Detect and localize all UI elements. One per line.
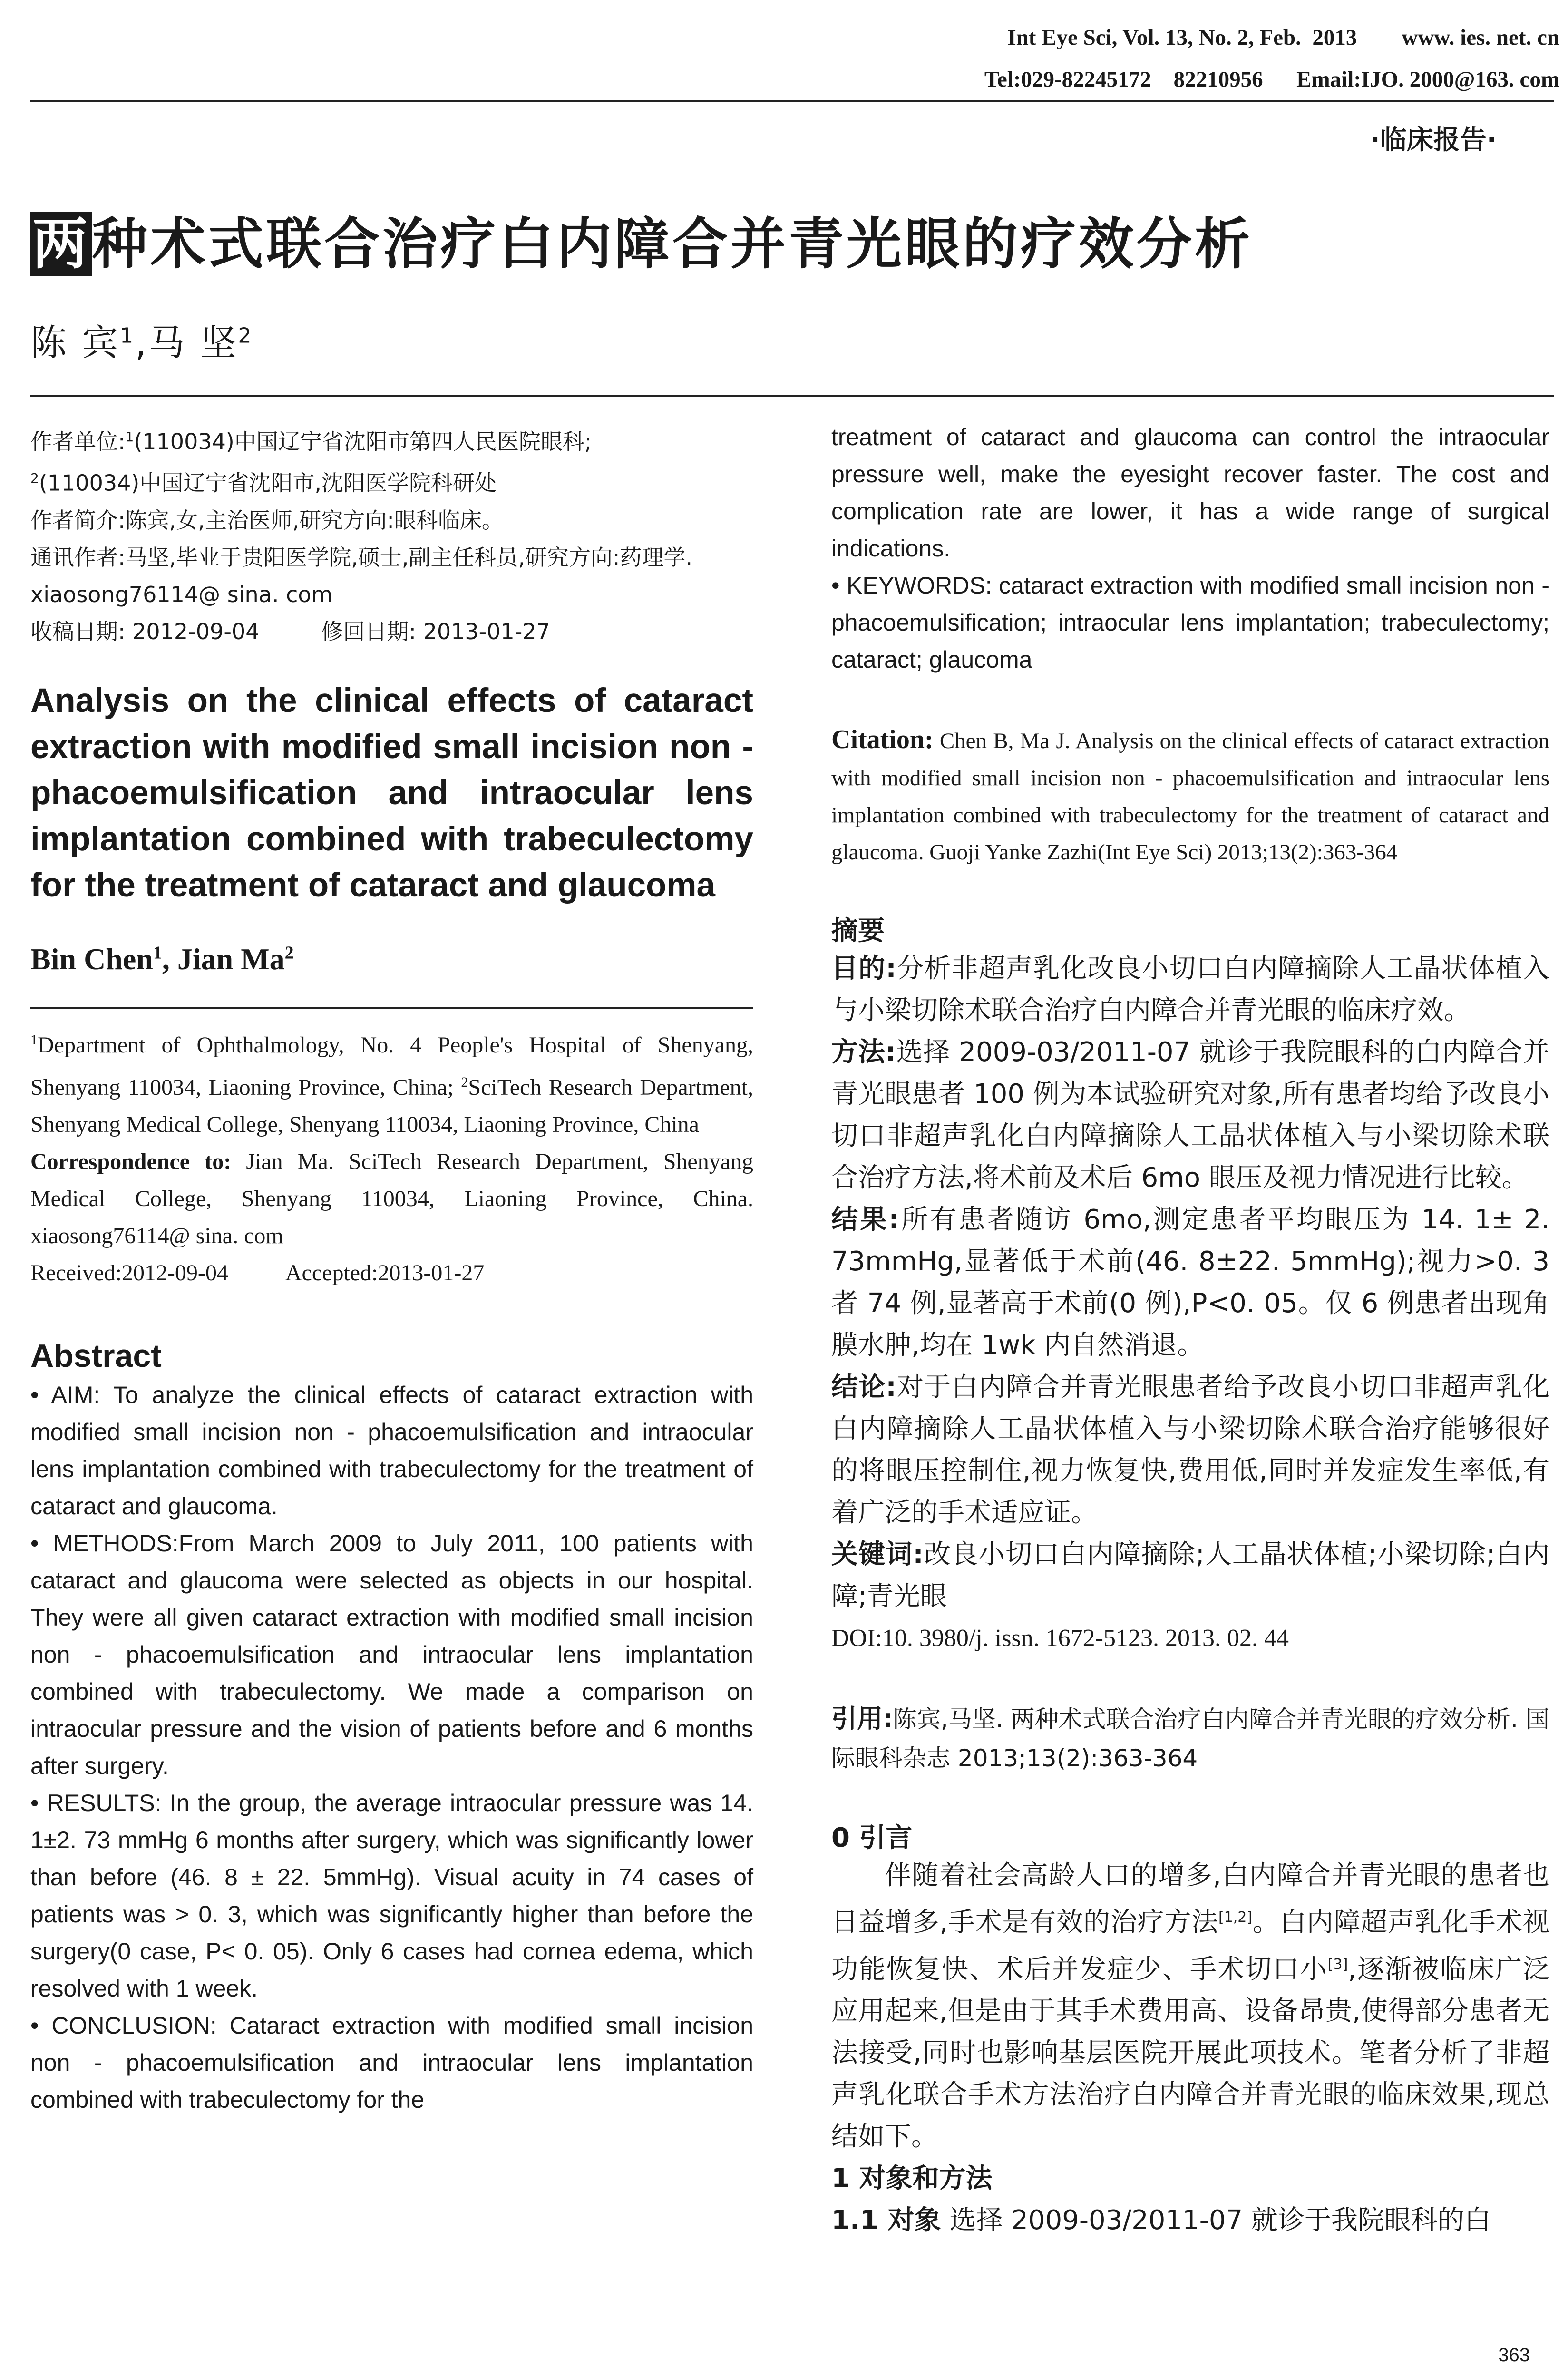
unit-sup-2: 2	[30, 470, 39, 487]
abstract-keywords: • KEYWORDS: cataract extraction with modified small incision non - phacoemulsification; intraocular lens implantation; trabeculectomy; cataract; glaucoma	[831, 572, 1549, 673]
cn-abstract-body	[831, 948, 1549, 1617]
abstract-body	[30, 1376, 753, 2118]
cn-citation-text: 陈宾,马坚. 两种术式联合治疗白内障合并青光眼的疗效分析. 国际眼科杂志 2013;13(2):363-364	[831, 1705, 1549, 1772]
author-2: 马 坚	[148, 321, 238, 364]
citation-text: Chen B, Ma J. Analysis on the clinical effects of cataract extraction with modified small incision non - phacoemulsification and intraocular lens implantation combined with trabeculectomy for the treatment of cataract and glaucoma. Guoji Yanke Zazhi(Int Eye Sci) 2013;13(2):363-364	[831, 729, 1549, 865]
cn-results-label: 结果:	[831, 1204, 899, 1235]
en-author-1-sup: 1	[153, 943, 162, 963]
methods-heading-text: 1 对象和方法	[831, 2163, 993, 2194]
affiliation-block	[30, 1022, 753, 1292]
page-number: 363	[1498, 2345, 1530, 2366]
affil-sup-2: 2	[461, 1074, 468, 1090]
abstract-conclusion-cont: treatment of cataract and glaucoma can control the intraocular pressure well, make the eyesight recover faster. The cost and complication rate are lower, it has a wide range of surgical indications.	[831, 424, 1549, 562]
revised-date: 修回日期: 2013-01-27	[321, 618, 550, 644]
cn-aim	[831, 948, 1549, 1032]
title-rest: 种术式联合治疗白内障合并青光眼的疗效分析	[92, 212, 1253, 276]
unit-sup-1: 1	[125, 429, 134, 445]
en-author-2: Jian Ma	[177, 942, 285, 976]
corr-text: Jian Ma. SciTech Research Department, Shenyang Medical College, Shenyang 110034, Liaoning Province, China. xiaosong76114@ sina. com	[30, 1149, 753, 1248]
ref-1-2[interactable]: [1,2]	[1218, 1909, 1253, 1926]
author-unit-2	[30, 460, 753, 501]
cn-methods-label: 方法:	[831, 1037, 896, 1068]
intro-paragraph	[831, 1855, 1549, 2158]
english-authors	[30, 942, 753, 977]
abstract-aim: • AIM: To analyze the clinical effects of cataract extraction with modified small incision non - phacoemulsification and intraocular lens implantation combined with trabeculectomy for the treatment of cataract and glaucoma.	[30, 1381, 753, 1520]
unit-label: 作者单位:	[30, 429, 126, 455]
received-date: 收稿日期: 2012-09-04	[30, 618, 260, 644]
cn-aim-text: 分析非超声乳化改良小切口白内障摘除人工晶状体植入与小梁切除术联合治疗白内障合并青光眼的临床疗效。	[831, 953, 1549, 1026]
cn-conclusion-text: 对于白内障合并青光眼患者给予改良小切口非超声乳化白内障摘除人工晶状体植入与小梁切除术联合治疗能够很好的将眼压控制住,视力恢复快,费用低,同时并发症发生率低,有着广泛的手术适应证。	[831, 1372, 1549, 1528]
author-1: 陈 宾	[30, 321, 120, 364]
cn-abstract-heading: 摘要	[831, 916, 885, 946]
affil-sup-1: 1	[30, 1032, 38, 1048]
cn-methods	[831, 1032, 1549, 1199]
correspondence-cn: 通讯作者:马坚,毕业于贵阳医学院,硕士,副主任科员,研究方向:药理学. xiaosong76114@ sina. com	[30, 544, 693, 607]
title-rule	[30, 395, 1554, 397]
intro-heading: 0 引言	[831, 1822, 913, 1853]
corr-label: Correspondence to:	[30, 1149, 232, 1174]
chinese-title	[30, 200, 1253, 279]
cn-conclusion-label: 结论:	[831, 1372, 896, 1403]
citation-block	[831, 721, 1549, 871]
en-author-1: Bin Chen	[30, 942, 153, 976]
intro-text-b: 。白内障超声乳化手术视功能恢复快、术后并发症少、手术切口小	[831, 1907, 1549, 1985]
dates-en	[30, 1255, 753, 1292]
abstract-continued	[831, 419, 1549, 678]
en-author-2-sup: 2	[284, 943, 294, 963]
author-1-sup: 1	[120, 323, 136, 348]
en-author-sep: ,	[162, 942, 177, 976]
affiliation-text	[30, 1022, 753, 1143]
author-unit	[30, 419, 753, 460]
cn-keywords-label: 关键词:	[831, 1539, 924, 1570]
cn-results-text: 所有患者随访 6mo,测定患者平均眼压为 14. 1± 2. 73mmHg,显著低于术前(46. 8±22. 5mmHg);视力>0. 3 者 74 例,显著高于术前(0 例),P<0. 05。仅 6 例患者出现角膜水肿,均在 1wk 内自然消退。	[831, 1204, 1549, 1361]
journal-header: Int Eye Sci, Vol. 13, No. 2, Feb. 2013 www. ies. net. cn	[1007, 25, 1559, 50]
cn-methods-text: 选择 2009-03/2011-07 就诊于我院眼科的白内障合并青光眼患者 100 例为本试验研究对象,所有患者均给予改良小切口非超声乳化白内障摘除人工晶状体植入与小梁切除术联合治疗方法,将术前及术后 6mo 眼压及视力情况进行比较。	[831, 1037, 1549, 1193]
title-first-char: 两	[30, 212, 92, 276]
correspondence-en	[30, 1143, 753, 1255]
cn-conclusion	[831, 1366, 1549, 1534]
section-tag: ·临床报告·	[1370, 125, 1497, 156]
intro-text-a: 伴随着社会高龄人口的增多,白内障合并青光眼的患者也日益增多,手术是有效的治疗方法	[831, 1860, 1549, 1938]
received-en: Received:2012-09-04	[30, 1260, 228, 1286]
doi: DOI:10. 3980/j. issn. 1672-5123. 2013. 02. 44	[831, 1625, 1289, 1652]
citation-label: Citation:	[831, 725, 934, 754]
abstract-methods: • METHODS:From March 2009 to July 2011, 100 patients with cataract and glaucoma were selected as objects in our hospital. They were all given cataract extraction with modified small incision non - phacoemulsification and intraocular lens implantation combined with trabeculectomy. We made a comparison on intraocular pressure and the vision of patients before and 6 months after surgery.	[30, 1529, 753, 1779]
author-intro: 作者简介:陈宾,女,主治医师,研究方向:眼科临床。	[30, 507, 504, 533]
cn-keywords-text: 改良小切口白内障摘除;人工晶状体植;小梁切除;白内障;青光眼	[831, 1539, 1549, 1612]
left-column	[30, 419, 753, 2118]
cn-keywords	[831, 1534, 1549, 1617]
methods-heading	[831, 2158, 1549, 2200]
affil-1: Department of Ophthalmology, No. 4 People's Hospital of Shenyang, Shenyang 110034, Liaoning Province, China;	[30, 1032, 753, 1100]
affil-2: SciTech Research Department, Shenyang Medical College, Shenyang 110034, Liaoning Province, China	[30, 1074, 753, 1137]
intro-text-c: ,逐渐被临床广泛应用起来,但是由于其手术费用高、设备昂贵,使得部分患者无法接受,同时也影响基层医院开展此项技术。笔者分析了非超声乳化联合手术方法治疗白内障合并青光眼的临床效果,现总结如下。	[831, 1954, 1549, 2153]
dates-cn	[30, 613, 753, 650]
chinese-authors	[30, 314, 253, 366]
contact-header: Tel:029-82245172 82210956 Email:IJO. 2000@163. com	[984, 67, 1559, 92]
author-info	[30, 419, 753, 650]
ref-3[interactable]: [3]	[1327, 1956, 1348, 1973]
english-title: Analysis on the clinical effects of cataract extraction with modified small incision non - phacoemulsification and intraocular lens implantation combined with trabeculectomy for the treatment of cataract and glaucoma	[30, 682, 753, 904]
cn-citation-label: 引用:	[831, 1704, 893, 1734]
cn-aim-label: 目的:	[831, 953, 896, 984]
methods-subsection	[831, 2200, 1549, 2241]
author-2-sup: 2	[238, 323, 253, 348]
intro-body	[831, 1855, 1549, 2158]
affiliation-rule	[30, 1007, 753, 1009]
header-rule	[30, 100, 1554, 102]
cn-results	[831, 1199, 1549, 1366]
abstract-results: • RESULTS: In the group, the average intraocular pressure was 14. 1±2. 73 mmHg 6 months after surgery, which was significantly lower than before (46. 8 ± 22. 5mmHg). Visual acuity in 74 cases of patients was > 0. 3, which was significantly higher than before the surgery(0 case, P< 0. 05). Only 6 cases had cornea edema, which resolved with 1 week.	[30, 1789, 753, 2002]
unit-1: (110034)中国辽宁省沈阳市第四人民医院眼科;	[134, 429, 592, 455]
author-sep: ,	[135, 321, 149, 364]
abstract-heading: Abstract	[30, 1337, 162, 1374]
right-column	[831, 419, 1549, 2241]
subsection-text: 选择 2009-03/2011-07 就诊于我院眼科的白	[941, 2205, 1491, 2236]
accepted-en: Accepted:2013-01-27	[285, 1260, 485, 1286]
unit-2: (110034)中国辽宁省沈阳市,沈阳医学院科研处	[39, 470, 497, 496]
abstract-conclusion: • CONCLUSION: Cataract extraction with modified small incision non - phacoemulsification and intraocular lens implantation combined with trabeculectomy for the	[30, 2012, 753, 2113]
cn-citation	[831, 1699, 1549, 1778]
subsection-label: 1.1 对象	[831, 2205, 941, 2236]
